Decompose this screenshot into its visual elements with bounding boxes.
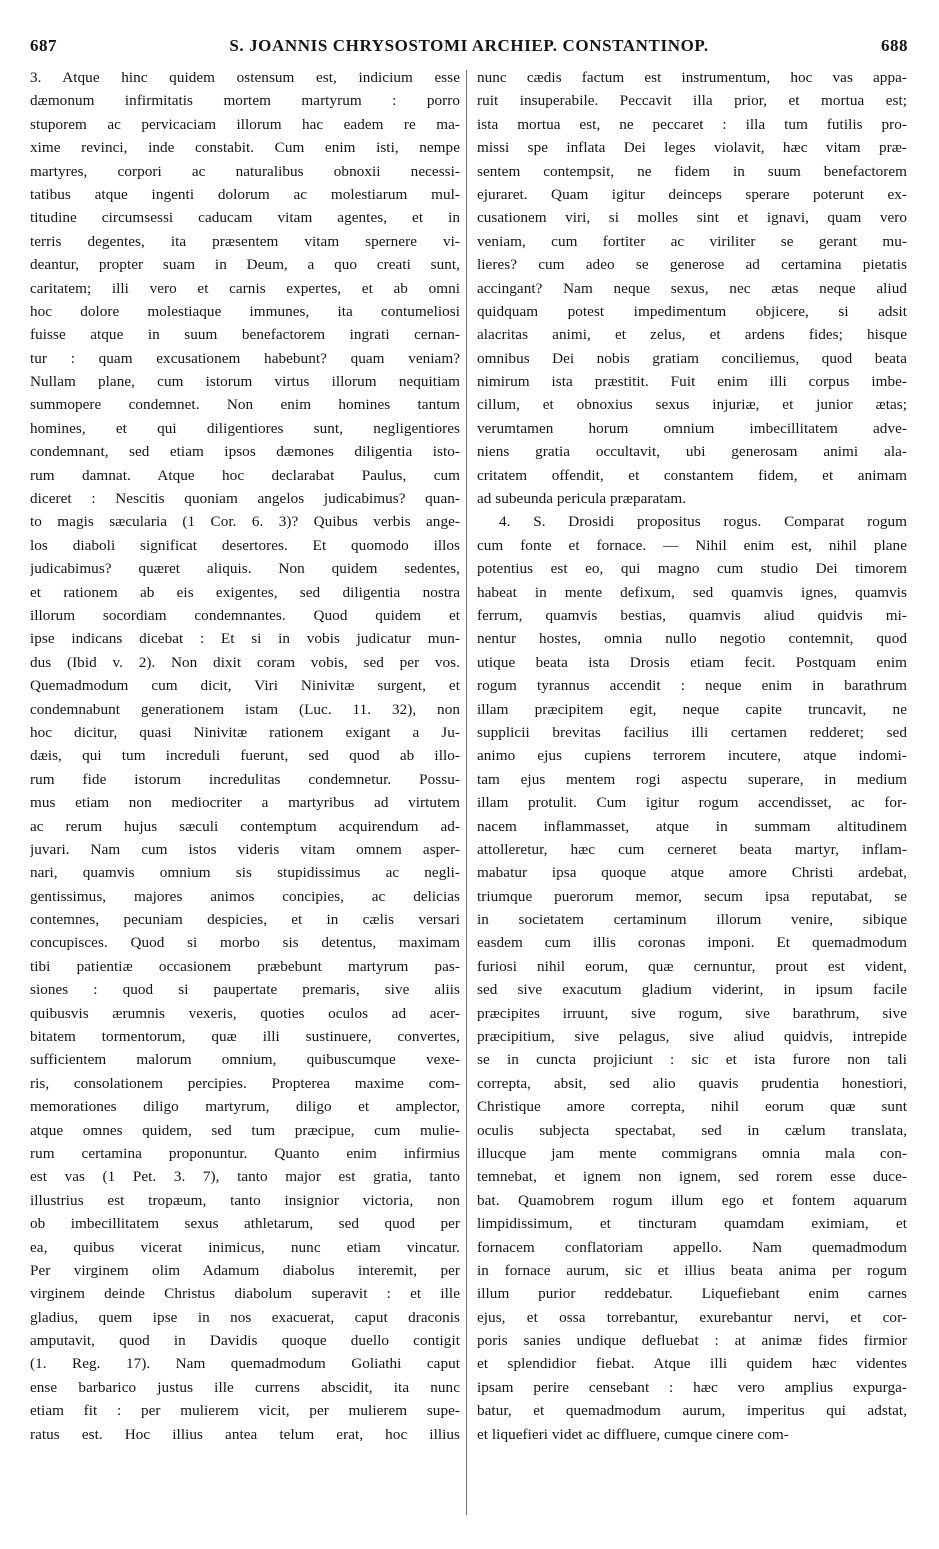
text-line: gladius, quem ipse in nos exacuerat, caput draconis: [30, 1308, 460, 1326]
text-line: in societatem certaminum illorum venire, sibique: [477, 911, 907, 929]
text-line: lieres? cum adeo se generose ad certamina pietatis: [477, 256, 907, 274]
text-line: (1. Reg. 17). Nam quemadmodum Goliathi caput: [30, 1355, 460, 1373]
text-line: Per virginem olim Adamum diabolus interemit, per: [30, 1261, 460, 1279]
text-line: illam præcipitem egit, neque capite truncavit, ne: [477, 700, 907, 718]
text-line: cum fonte et fornace. — Nihil enim est, nihil plane: [477, 536, 907, 554]
text-line: verumtamen horum omnium imbecillitatem adve-: [477, 419, 907, 437]
text-line: dæmonum infirmitatis mortem martyrum : porro: [30, 92, 460, 110]
text-line: rum damnat. Atque hoc declarabat Paulus, cum: [30, 466, 460, 484]
text-line: accingant? Nam neque sexus, nec ætas neque aliud: [477, 279, 907, 297]
text-line: ob imbecillitatem sexus athletarum, sed quod per: [30, 1215, 460, 1233]
text-line: nimirum ista præstitit. Fuit enim illi corpus imbe-: [477, 373, 907, 391]
text-line: et splendidior fiebat. Atque illi quidem hæc videntes: [477, 1355, 907, 1373]
text-line: sentem contempsit, ne fidem in suum benefactorem: [477, 162, 907, 180]
text-line: nacem inflammasset, atque in summam altitudinem: [477, 817, 907, 835]
text-line: cillum, et obnoxius sexus injuriæ, et junior ætas;: [477, 396, 907, 414]
text-line: ea, quibus vicerat inimicus, nunc etiam vincatur.: [30, 1238, 460, 1256]
text-line: tam ejus mentem rogi aspectu superare, in medium: [477, 770, 907, 788]
text-line: batur, et quemadmodum aurum, imperitus qui adstat,: [477, 1402, 907, 1420]
text-line: sed sive exacutum gladium viderint, in ipsum facile: [477, 981, 907, 999]
text-line: homines, et qui diligentiores sunt, negligentiores: [30, 419, 460, 437]
column-divider: [466, 70, 467, 1515]
text-line: to magis sæcularia (1 Cor. 6. 3)? Quibus verbis ange-: [30, 513, 460, 531]
text-line: tur : quam excusationem habebunt? quam veniam?: [30, 349, 460, 367]
text-line: limpidissimum, et tincturam quamdam eximiam, et: [477, 1215, 907, 1233]
text-line: veniam, cum fortiter ac viriliter se gerant mu-: [477, 232, 907, 250]
text-line: ris, consolationem percipies. Propterea maxime com-: [30, 1074, 460, 1092]
text-line: 4. S. Drosidi propositus rogus. Comparat rogum: [499, 513, 907, 531]
text-line: atque omnes quidem, sed tum præcipue, cum mulie-: [30, 1121, 460, 1139]
text-line: supplicii brevitas facilius illi certamen redderet; sed: [477, 723, 907, 741]
running-title: S. JOANNIS CHRYSOSTOMI ARCHIEP. CONSTANTINOP.: [229, 36, 709, 55]
text-line: rogum tyrannus accendit : neque enim in barathrum: [477, 677, 907, 695]
text-line: hoc dicitur, quasi Ninivitæ rationem exigant a Ju-: [30, 723, 460, 741]
text-line: ipse indicans dicebat : Et si in vobis judicatur mun-: [30, 630, 460, 648]
text-line: dus (Ibid v. 2). Non dixit coram vobis, sed per vos.: [30, 653, 460, 671]
text-line: concupisces. Quod si morbo sis detentus, maximam: [30, 934, 460, 952]
text-line: condemnant, sed etiam ipsos dæmones diligentia isto-: [30, 443, 460, 461]
text-line: critatem offendit, et constantem fidem, et animam: [477, 466, 907, 484]
text-line: illum purior reddebatur. Liquefiebant enim carnes: [477, 1285, 907, 1303]
text-line: oculis subjecta spectabat, sed in cælum translata,: [477, 1121, 907, 1139]
text-line: nari, quamvis omnium sis stupidissimus ac negli-: [30, 864, 460, 882]
text-line: temnebat, et ignem non ignem, sed rorem esse duce-: [477, 1168, 907, 1186]
text-line: memorationes diligo martyrum, diligo et amplector,: [30, 1098, 460, 1116]
running-header: [30, 36, 908, 62]
page-number-right: 688: [881, 36, 908, 55]
text-line: fornacem conflatoriam appello. Nam quemadmodum: [477, 1238, 907, 1256]
text-line: siones : quod si paupertate premaris, sive aliis: [30, 981, 460, 999]
text-line: xime revinci, inde constabit. Cum enim isti, nempe: [30, 139, 460, 157]
text-line: illucque jam mente commigrans omnia mala con-: [477, 1144, 907, 1162]
text-line: condemnabunt generationem istam (Luc. 11. 32), non: [30, 700, 460, 718]
text-line: ratus est. Hoc illius antea telum erat, hoc illius: [30, 1425, 460, 1443]
text-line: etiam fit : per mulierem vicit, per mulierem supe-: [30, 1402, 460, 1420]
text-line: diceret : Nescitis quoniam angelos judicabimus? quan-: [30, 490, 460, 508]
text-line: gentissimus, majores animos concipies, ac delicias: [30, 887, 460, 905]
text-line: se in cuncta projiciunt : sic et ista furore non tali: [477, 1051, 907, 1069]
text-line: virginem deinde Christus diabolum superavit : et ille: [30, 1285, 460, 1303]
text-line: nentur hostes, omnia nullo negotio contemnit, quod: [477, 630, 907, 648]
text-line: correpta, absit, sed alio quavis prudentia honestiori,: [477, 1074, 907, 1092]
text-line: Christique amore correpta, nihil eorum quæ sunt: [477, 1098, 907, 1116]
text-line: terris degentes, ita præsentem vitam spernere vi-: [30, 232, 460, 250]
text-line: stuporem ac pervicaciam illorum hac eadem re ma-: [30, 115, 460, 133]
text-line: mus etiam non mediocriter a martyribus ad virtutem: [30, 794, 460, 812]
text-line: ac rerum hujus sæculi contemptum acquirendum ad-: [30, 817, 460, 835]
text-line: præcipitium, sive pelagus, sive aliud quidvis, intrepide: [477, 1028, 907, 1046]
text-line: tatibus atque ingenti dolorum ac molestiarum mul-: [30, 185, 460, 203]
text-line: deantur, propter suam in Deum, a quo creati sunt,: [30, 256, 460, 274]
text-line: quibusvis ærumnis vexeris, quoties oculos ad acer-: [30, 1004, 460, 1022]
text-line: quidquam potest impedimentum objicere, si adsit: [477, 302, 907, 320]
text-line: potentius est eo, qui magno cum studio Dei timorem: [477, 560, 907, 578]
text-line: ipsam perire censebant : hæc vero amplius expurga-: [477, 1378, 907, 1396]
text-line: illam protulit. Cum igitur rogum accendisset, ac for-: [477, 794, 907, 812]
text-line: animo ejus cupiens terrorem incutere, atque indomi-: [477, 747, 907, 765]
text-line: attolleretur, hæc cum cerneret beata martyr, inflam-: [477, 840, 907, 858]
text-line: martyres, corpori ac naturalibus obnoxii necessi-: [30, 162, 460, 180]
text-line: ense barbarico justus ille currens abscidit, ita nunc: [30, 1378, 460, 1396]
page-number-left: 687: [30, 36, 57, 55]
text-line: rum certamina proponuntur. Quanto enim infirmius: [30, 1144, 460, 1162]
text-line: alacritas animi, et zelus, et ardens fides; hisque: [477, 326, 907, 344]
text-line: caritatem; illi vero et carnis expertes, et ab omni: [30, 279, 460, 297]
text-line: 3. Atque hinc quidem ostensum est, indicium esse: [30, 69, 460, 86]
text-line: nunc cædis factum est instrumentum, hoc vas appa-: [477, 69, 907, 86]
text-line: juvari. Nam cum istos videris vitam omnem asper-: [30, 840, 460, 858]
text-line: ruit insuperabile. Peccavit illa prior, et mortua est;: [477, 92, 907, 110]
text-line: fuisse atque in suum benefactorem ingrati cernan-: [30, 326, 460, 344]
text-line: Quemadmodum cum dicit, Viri Ninivitæ surgent, et: [30, 677, 460, 695]
text-line: ejus, et ossa torrebantur, exurebantur nervi, et cor-: [477, 1308, 907, 1326]
left-column: [30, 66, 460, 1536]
text-line: niens gratia occultavit, ubi generosam animi ala-: [477, 443, 907, 461]
text-line: sufficientem malorum omnium, quibuscumque vexe-: [30, 1051, 460, 1069]
text-line: bat. Quamobrem rogum illum ego et fontem aquarum: [477, 1191, 907, 1209]
text-line: easdem cum illis coronas imponi. Et quemadmodum: [477, 934, 907, 952]
text-line: et liquefieri videt ac diffluere, cumque cinere com-: [477, 1425, 789, 1443]
text-line: illustrius est tropæum, tanto insignior victoria, non: [30, 1191, 460, 1209]
text-line: los diaboli significat desertores. Et quomodo illos: [30, 536, 460, 554]
text-line: ferrum, quamvis bestias, quamvis aliud quidvis mi-: [477, 606, 907, 624]
text-line: furiosi nihil eorum, quæ cernuntur, prout est vident,: [477, 957, 907, 975]
text-line: missi spe inflata Dei leges violavit, hæc vitam præ-: [477, 139, 907, 157]
text-line: bitatem tormentorum, quæ illi sustinuere, convertes,: [30, 1028, 460, 1046]
text-line: poris sanies undique defluebat : at animæ fides firmior: [477, 1332, 907, 1350]
text-line: dæis, qui tum increduli fuerunt, sed quod ab illo-: [30, 747, 460, 765]
text-line: summopere condemnet. Non enim homines tantum: [30, 396, 460, 414]
text-line: hoc dolore molestiaque immunes, ita contumeliosi: [30, 302, 460, 320]
text-line: judicabimus? quæret aliquis. Non quidem sedentes,: [30, 560, 460, 578]
text-line: ejuraret. Quam igitur deinceps sperare poterunt ex-: [477, 185, 907, 203]
text-line: amputavit, quod in Davidis quoque duello contigit: [30, 1332, 460, 1350]
text-line: contemnes, pecuniam despicies, et in cælis versari: [30, 911, 460, 929]
text-line: in fornace aurum, sic et illius beata anima per rogum: [477, 1261, 907, 1279]
text-line: præcipites irruunt, sive rogum, sive barathrum, sive: [477, 1004, 907, 1022]
text-line: habeat in mente defixum, sed quamvis ignes, quamvis: [477, 583, 907, 601]
text-line: omnibus Dei nobis gratiam conciliemus, quod beata: [477, 349, 907, 367]
text-line: utique beata ista Drosis etiam fecit. Postquam enim: [477, 653, 907, 671]
text-line: Nullam plane, cum istorum virtus illorum nequitiam: [30, 373, 460, 391]
text-line: ista mortua est, ne peccaret : illa tum futilis pro-: [477, 115, 907, 133]
text-line: illorum socordiam condemnantes. Quod quidem et: [30, 606, 460, 624]
text-line: titudine circumsessi caducam vitam agentes, et in: [30, 209, 460, 227]
text-line: triumque puerorum memor, secum ipsa reputabat, se: [477, 887, 907, 905]
text-line: et rationem ab eis exigentes, sed diligentia nostra: [30, 583, 460, 601]
text-line: ad subeunda pericula præparatam.: [477, 490, 687, 508]
text-line: cusationem viri, si molles sint et ignavi, quam vero: [477, 209, 907, 227]
text-line: tibi patientiæ occasionem præbebunt martyrum pas-: [30, 957, 460, 975]
right-column: [477, 66, 907, 1536]
text-line: rum fide istorum incredulitas condemnetur. Possu-: [30, 770, 460, 788]
text-line: est vas (1 Pet. 3. 7), tanto major est gratia, tanto: [30, 1168, 460, 1186]
text-line: mabatur ipsa quoque atque amore Christi ardebat,: [477, 864, 907, 882]
